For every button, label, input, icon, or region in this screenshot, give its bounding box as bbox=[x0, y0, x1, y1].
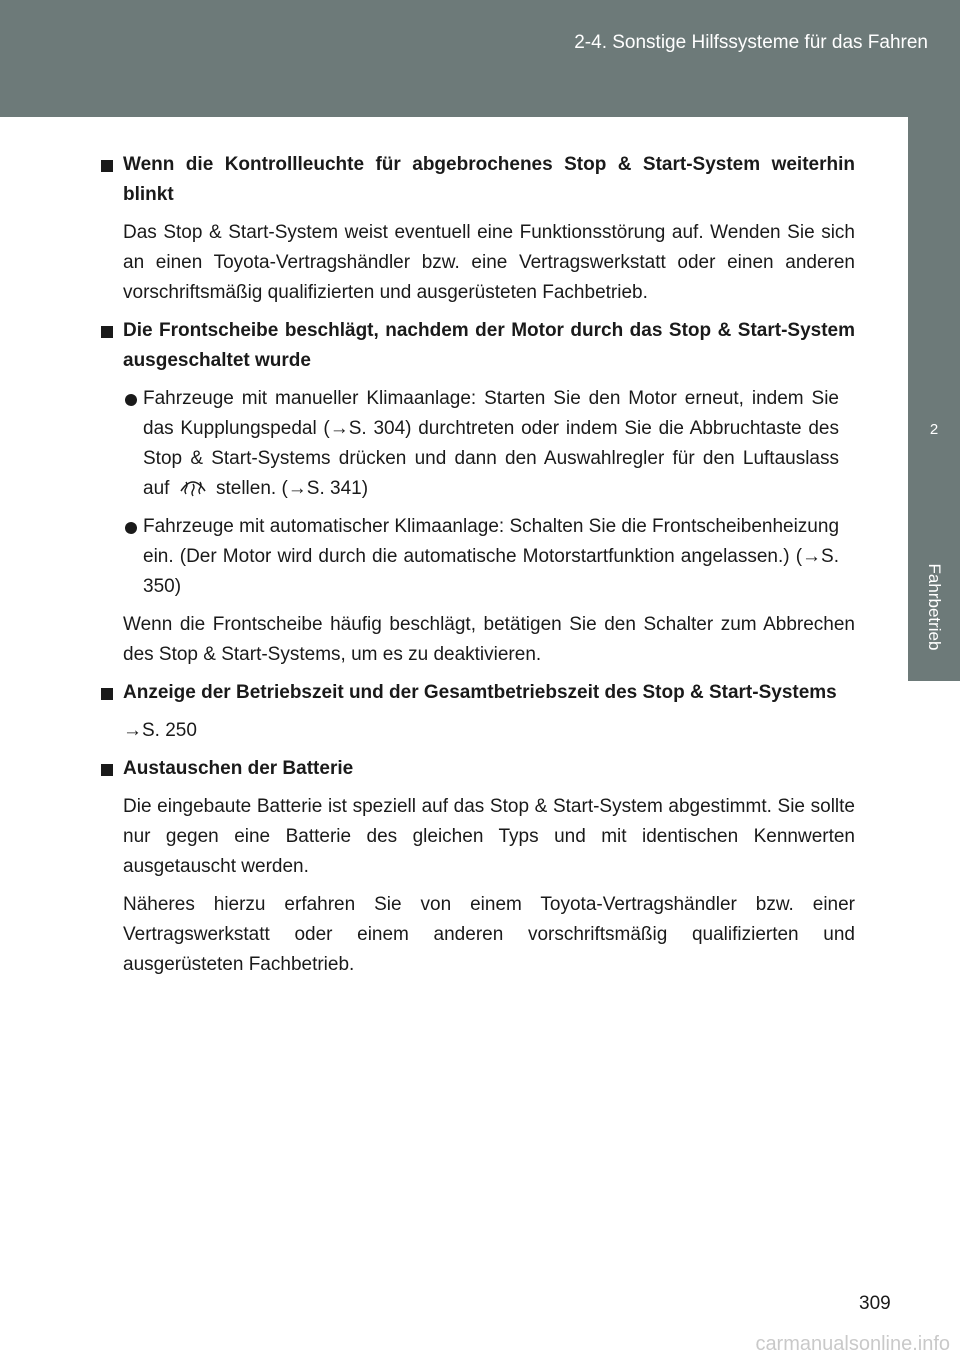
heading-text: Anzeige der Betriebszeit und der Gesamtbetriebszeit des Stop & Start-Systems bbox=[123, 682, 837, 703]
page-number: 309 bbox=[859, 1293, 891, 1314]
paragraph: Die eingebaute Batterie ist speziell auf das Stop & Start-System abgestimmt. Sie sollte nur gegen eine Batterie des gleichen Typs und mit identischen Kennwerten ausgetauscht werden. bbox=[123, 796, 855, 877]
square-bullet-icon bbox=[101, 688, 113, 700]
windshield-defroster-icon bbox=[179, 477, 207, 497]
round-bullet-icon bbox=[125, 394, 137, 406]
chapter-label bbox=[915, 497, 953, 727]
bullet-text: stellen. (→S. 341) bbox=[215, 478, 369, 499]
section-heading bbox=[99, 754, 855, 784]
square-bullet-icon bbox=[101, 764, 113, 776]
section-heading bbox=[99, 316, 855, 376]
chapter-side-tab bbox=[908, 117, 960, 681]
chapter-label-text: Fahrbetrieb bbox=[925, 563, 944, 651]
page-content bbox=[99, 150, 855, 988]
bullet-item bbox=[99, 512, 855, 602]
watermark: carmanualsonline.info bbox=[755, 1333, 950, 1355]
square-bullet-icon bbox=[101, 326, 113, 338]
section-heading bbox=[99, 150, 855, 210]
round-bullet-icon bbox=[125, 522, 137, 534]
heading-text: Austauschen der Batterie bbox=[123, 758, 354, 779]
header-band bbox=[0, 0, 960, 117]
page-reference: →S. 250 bbox=[123, 720, 197, 741]
chapter-number: 2 bbox=[929, 421, 939, 438]
heading-text: Wenn die Kontrollleuchte für abgebrochenes Stop & Start-System weiterhin blinkt bbox=[123, 154, 855, 205]
section-title: 2-4. Sonstige Hilfssysteme für das Fahren bbox=[574, 32, 928, 53]
bullet-item bbox=[99, 384, 855, 504]
paragraph: Wenn die Frontscheibe häufig beschlägt, betätigen Sie den Schalter zum Abbrechen des Stop & Start-Systems, um es zu deaktivieren. bbox=[123, 614, 855, 665]
bullet-text: Fahrzeuge mit automatischer Klimaanlage: Schalten Sie die Frontscheibenheizung ein. (Der Motor wird durch die automatische Motorstartfunktion angelassen.) (→S. 350) bbox=[143, 516, 840, 597]
heading-text: Die Frontscheibe beschlägt, nachdem der Motor durch das Stop & Start-System ausgeschaltet wurde bbox=[123, 320, 855, 371]
square-bullet-icon bbox=[101, 160, 113, 172]
section-heading bbox=[99, 678, 855, 708]
paragraph: Näheres hierzu erfahren Sie von einem Toyota-Vertragshändler bzw. einer Vertragswerkstatt oder einem anderen vorschriftsmäßig qualifizierten und ausgerüsteten Fachbetrieb. bbox=[123, 894, 855, 975]
paragraph: Das Stop & Start-System weist eventuell eine Funktionsstörung auf. Wenden Sie sich an einen Toyota-Vertragshändler bzw. eine Vertragswerkstatt oder einen anderen vorschriftsmäßig qualifizierten und ausgerüsteten Fachbetrieb. bbox=[123, 222, 855, 303]
bullet-text: Fahrzeuge mit manueller Klimaanlage: Starten Sie den Motor erneut, indem Sie das Kupplungspedal (→S. 304) durchtreten oder indem Sie die Abbruchtaste des Stop & Start-Systems drücken und dann den Auswahlregler für den Luftauslass auf bbox=[143, 388, 839, 499]
